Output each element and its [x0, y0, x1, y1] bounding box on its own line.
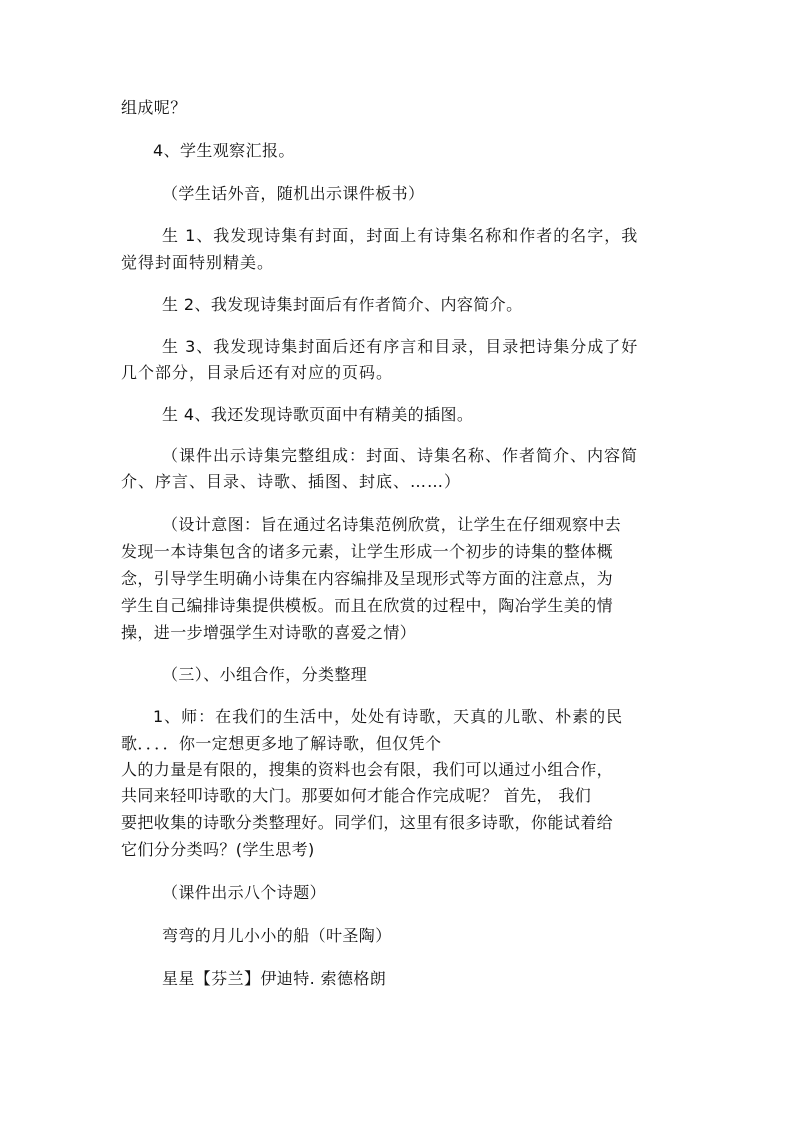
paragraph-line: 学生自己编排诗集提供模板。而且在欣赏的过程中，陶冶学生美的情 [121, 596, 614, 615]
section-heading: （三）、小组合作，分类整理 [162, 665, 368, 684]
paragraph-line: 生 2、我发现诗集封面后有作者简介、内容简介。 [162, 295, 523, 314]
paragraph-line: （学生话外音，随机出示课件板书） [162, 184, 425, 203]
paragraph-line: 几个部分，目录后还有对应的页码。 [121, 363, 394, 382]
paragraph-line: 人的力量是有限的，搜集的资料也会有限，我们可以通过小组合作， [121, 760, 614, 779]
paragraph-line: 共同来轻叩诗歌的大门。那要如何才能合作完成呢？ 首先， 我们 [121, 786, 592, 805]
paragraph-line: 念，引导学生明确小诗集在内容编排及呈现形式等方面的注意点，为 [121, 569, 614, 588]
paragraph-line: 组成呢？ [121, 98, 187, 117]
paragraph-line: （设计意图：旨在通过名诗集范例欣赏，让学生在仔细观察中去 [162, 515, 622, 534]
paragraph-line: （课件出示诗集完整组成：封面、诗集名称、作者简介、内容简 [162, 446, 639, 465]
paragraph-line: 1、师：在我们的生活中，处处有诗歌，天真的儿歌、朴素的民 [153, 707, 624, 726]
paragraph-line: 生 4、我还发现诗歌页面中有精美的插图。 [162, 405, 474, 424]
paragraph-line: 生 1、我发现诗集有封面，封面上有诗集名称和作者的名字，我 [162, 226, 639, 245]
paragraph-line: 操，进一步增强学生对诗歌的喜爱之情） [121, 623, 417, 642]
poem-title: 星星【芬兰】伊迪特. 索德格朗 [162, 969, 387, 988]
paragraph-line: 介、序言、目录、诗歌、插图、封底、……） [121, 472, 462, 491]
poem-title: 弯弯的月儿小小的船（叶圣陶） [162, 926, 392, 945]
paragraph-line: 觉得封面特别精美。 [121, 253, 275, 272]
paragraph-line: 要把收集的诗歌分类整理好。同学们，这里有很多诗歌，你能试着给 [121, 813, 614, 832]
paragraph-line: 生 3、我发现诗集封面后还有序言和目录，目录把诗集分成了好 [162, 337, 639, 356]
paragraph-line: 发现一本诗集包含的诸多元素，让学生形成一个初步的诗集的整体概 [121, 542, 614, 561]
paragraph-line: 它们分分类吗？(学生思考) [121, 840, 315, 859]
paragraph-line: （课件出示八个诗题） [162, 883, 327, 902]
paragraph-line: 歌．．．．你一定想更多地了解诗歌，但仅凭个 [121, 734, 442, 753]
paragraph-line: 4、学生观察汇报。 [153, 141, 295, 160]
